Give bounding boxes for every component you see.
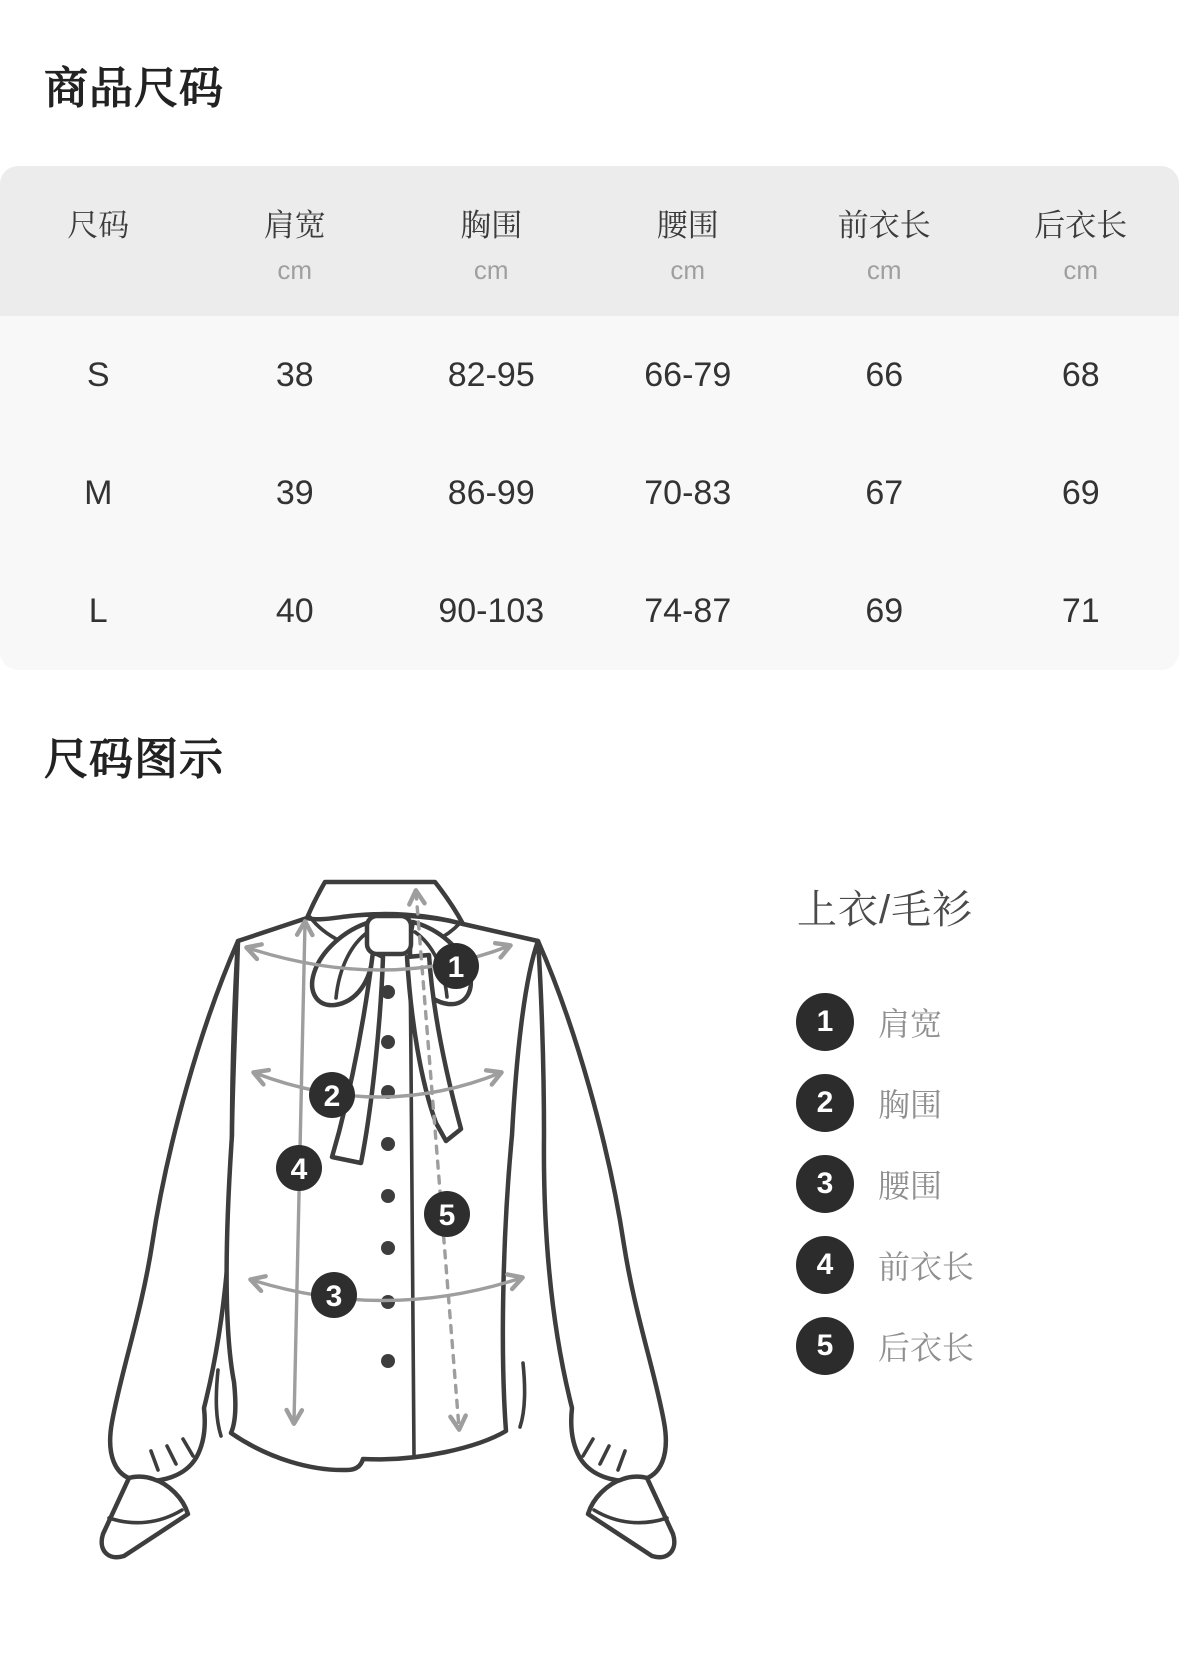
- legend-item-back-length: [796, 1317, 974, 1375]
- cell-front-length: 66: [865, 355, 904, 394]
- legend-item-front-length: [796, 1236, 974, 1294]
- svg-text:3: 3: [325, 1280, 343, 1313]
- cell-back-length: 71: [1061, 591, 1100, 630]
- svg-text:1: 1: [447, 951, 465, 984]
- cell-front-length: 69: [865, 591, 904, 630]
- cell-waist: 74-87: [644, 591, 732, 630]
- bow-knot: [367, 916, 411, 954]
- cell-shoulder: 38: [275, 355, 314, 394]
- left-cuff: [102, 1477, 188, 1558]
- cell-waist: 66-79: [644, 355, 732, 394]
- legend-title: 上衣/毛衫: [797, 888, 974, 932]
- legend-label: 后衣长: [878, 1330, 975, 1366]
- legend-number-badge: 5: [796, 1317, 854, 1375]
- size-table: [0, 166, 1179, 670]
- cell-bust: 90-103: [438, 591, 545, 630]
- legend-label: 前衣长: [878, 1249, 975, 1285]
- size-table-body: [0, 316, 1179, 670]
- column-header-back-length: 后衣长 cm: [1034, 208, 1128, 285]
- legend-number-badge: 2: [796, 1074, 854, 1132]
- legend-item-bust: [796, 1074, 942, 1132]
- column-header-shoulder: 肩宽 cm: [263, 208, 326, 285]
- left-sleeve: [110, 941, 238, 1481]
- legend-label: 肩宽: [878, 1006, 943, 1042]
- table-row-m: [0, 434, 1179, 552]
- legend-item-shoulder: [796, 993, 942, 1051]
- cell-back-length: 69: [1061, 473, 1100, 512]
- section-title-size-diagram: 尺码图示: [44, 735, 224, 784]
- svg-text:2: 2: [323, 1080, 341, 1113]
- cell-shoulder: 39: [275, 473, 314, 512]
- cell-shoulder: 40: [275, 591, 314, 630]
- right-cuff: [588, 1477, 674, 1558]
- page-title: 商品尺码: [44, 64, 224, 113]
- legend-number-badge: 4: [796, 1236, 854, 1294]
- column-header-waist: 腰围 cm: [656, 208, 719, 285]
- cell-size: M: [84, 473, 113, 512]
- left-side-slit: [216, 1370, 221, 1436]
- cell-bust: 82-95: [447, 355, 535, 394]
- legend-label: 胸围: [878, 1087, 943, 1123]
- table-row-s: [0, 316, 1179, 434]
- legend-number-badge: 3: [796, 1155, 854, 1213]
- cell-back-length: 68: [1061, 355, 1100, 394]
- legend-item-waist: [796, 1155, 942, 1213]
- cell-waist: 70-83: [644, 473, 732, 512]
- svg-text:5: 5: [438, 1199, 456, 1232]
- legend-number-badge: 1: [796, 993, 854, 1051]
- column-header-bust: 胸围 cm: [460, 208, 523, 285]
- table-row-l: [0, 552, 1179, 670]
- cell-front-length: 67: [865, 473, 904, 512]
- cell-size: S: [86, 355, 110, 394]
- svg-text:4: 4: [290, 1153, 308, 1186]
- column-header-front-length: 前衣长 cm: [837, 208, 931, 285]
- blouse-illustration-icon: [55, 810, 735, 1570]
- legend-label: 腰围: [878, 1168, 943, 1204]
- cell-bust: 86-99: [447, 473, 535, 512]
- right-sleeve: [538, 941, 666, 1481]
- cell-size: L: [88, 591, 108, 630]
- right-side-slit: [520, 1363, 525, 1427]
- column-header-size: 尺码: [67, 208, 130, 243]
- size-table-header: [0, 166, 1179, 316]
